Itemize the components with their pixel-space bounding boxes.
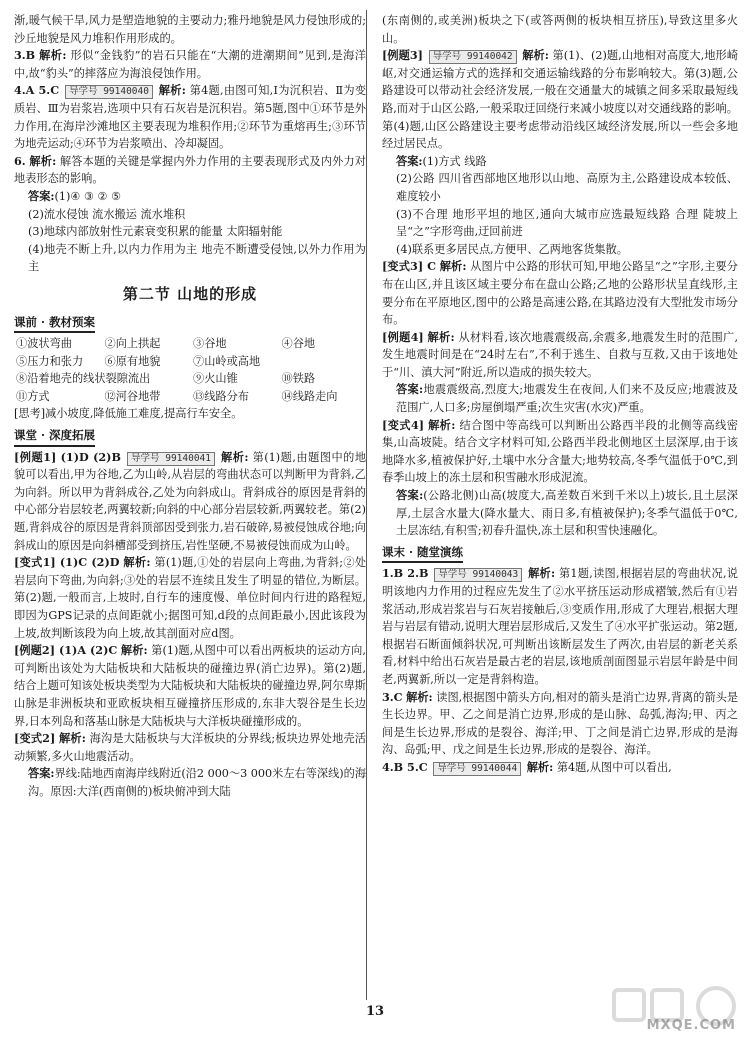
analysis-text: 第4题,从图中可以看出, xyxy=(556,760,672,774)
question-number: 6. xyxy=(14,153,26,168)
analysis-label: 解析: xyxy=(526,759,554,774)
pre-class-answer-item: ②向上拱起 xyxy=(104,337,161,351)
example-4 xyxy=(382,329,738,382)
answer-q1-2 xyxy=(382,565,738,688)
question-number: 4.B 5.C xyxy=(382,759,428,774)
analysis-text: 第4题,由图可知,Ⅰ为沉积岩、Ⅱ为变质岩、Ⅲ为岩浆岩,选项中只有石灰岩是沉积岩。第5题,图中①环节是外力作用,在海岸沙滩地区主要表现为堆积作用;②环节为重熔再生;③环节为地壳运动;④环节为岩浆喷出、冷却凝固。 xyxy=(14,84,367,151)
answer-line: 地震震级高,烈度大;地震发生在夜间,人们来不及反应;地震波及范围广,人口多;房屋倒塌严重;次生灾害(水灾)严重。 xyxy=(396,383,738,415)
guide-code-tag: 导学号 99140040 xyxy=(65,85,153,99)
analysis-label: 解析: xyxy=(123,555,151,570)
analysis-label: 解析: xyxy=(29,153,57,168)
analysis-label: 解析: xyxy=(406,689,433,704)
analysis-label: 解析: xyxy=(59,731,86,746)
section-title: 第二节 山地的形成 xyxy=(122,284,258,303)
answer-line: (1)④ ③ ② ⑤ xyxy=(54,189,122,203)
pre-class-answer-item: ⑫河谷地带 xyxy=(104,389,161,403)
analysis-label: 解析: xyxy=(39,48,67,63)
pre-class-answer-item: ④谷地 xyxy=(281,337,316,351)
pre-class-answer-item: ⑥原有地貌 xyxy=(104,354,161,368)
pre-class-answer-item: ⑨火山锥 xyxy=(193,372,238,386)
analysis-label: 解析: xyxy=(221,449,249,464)
analysis-text: 读图,根据图中箭头方向,相对的箭头是消亡边界,背离的箭头是生长边界。甲、乙之间是消亡边界,形成的是山脉、岛弧,海沟;甲、丙之间是生长边界,形成的是裂谷、海洋;甲、丁之间是消亡边界,形成的是海沟、岛弧;甲、戊之间是生长边界,形成的是裂谷、海洋。 xyxy=(382,690,739,757)
analysis-text: 形似“金钱豹”的岩石只能在“大潮的进潮期间”见到,是海洋中,故“豹头”的摔落应为海浪侵蚀作用。 xyxy=(14,49,366,80)
answer-block xyxy=(382,153,738,171)
page-number: 13 xyxy=(365,1004,385,1019)
pre-class-answer-item: ①波状弯曲 xyxy=(16,337,72,351)
answer-label: 答案: xyxy=(396,382,424,397)
answer-label: 答案: xyxy=(396,153,423,168)
guide-code-tag: 导学号 99140041 xyxy=(127,452,215,466)
answer-line: 界线:陆地西南海岸线附近(沿2 000～3 000米左右等深线)的海沟。原因:大洋(西南侧的)板块俯冲到大陆 xyxy=(28,767,367,798)
analysis-text: 第(1)题,①处的岩层向上弯曲,为背斜;②处岩层向下弯曲,为向斜;③处的岩层不连续且发生了明显的错位,为断层。第(2)题,一般而言,上坡时,自行车的速度慢、单位时间内行进的路程短,即因为GPS记录的点间距就小;据图可知,d段的点间距最小,因此该段为上坡,故判断该段为向上坡,故其剖面对应d图。 xyxy=(14,556,367,640)
answer-block xyxy=(14,188,366,206)
analysis-text: 从图片中公路的形状可知,甲地公路呈“之”字形,主要分布在山区,并且该区域主要分布在盘山公路;乙地的公路形状呈直线形,主要分布在平原地区,图中的公路是高速公路,在其路边没有大型批发市场分布。 xyxy=(382,260,738,327)
right-column xyxy=(382,12,738,777)
analysis-text: 海沟是大陆板块与大洋板块的分界线;板块边界处地壳活动频繁,多火山地震活动。 xyxy=(14,732,366,763)
answer-q6 xyxy=(14,153,366,188)
analysis-text: 从材料看,该次地震震级高,余震多,地震发生时的范围广,发生地震时间是在“24时左右”,不利于逃生、自救与互救,又由于该地处于“川、滇大河”附近,所以造成的损失较大。 xyxy=(382,330,739,379)
analysis-label: 解析: xyxy=(158,83,186,98)
answer-line: (3)地球内部放射性元素衰变积累的能量 太阳辐射能 xyxy=(28,225,283,239)
pre-class-answer-item: ⑭线路走向 xyxy=(281,389,338,403)
analysis-label: 解析: xyxy=(428,417,456,432)
pre-class-answer-item: ⑩铁路 xyxy=(281,372,316,386)
pre-class-answer-item: ⑤压力和张力 xyxy=(16,354,84,368)
question-number: 3.C xyxy=(382,689,403,704)
example-head: [例题3] xyxy=(382,48,423,63)
left-column xyxy=(14,12,366,801)
pre-class-answers xyxy=(14,335,366,405)
guide-code-tag: 导学号 99140043 xyxy=(434,568,522,582)
think-text: 减小坡度,降低施工难度,提高行车安全。 xyxy=(45,407,243,421)
analysis-label: 解析: xyxy=(522,48,549,63)
answer-line: (4)地壳不断上升,以内力作用为主 地壳不断遭受侵蚀,以外力作用为主 xyxy=(28,242,366,274)
watermark-text: MXQE.COM xyxy=(646,1018,736,1033)
example-head: [例题4] xyxy=(382,329,424,344)
think-line xyxy=(14,405,366,423)
question-number: 4.A 5.C xyxy=(14,83,60,98)
variant-1 xyxy=(14,554,366,642)
analysis-label: 解析: xyxy=(439,259,467,274)
answer-line: (2)流水侵蚀 流水搬运 流水堆积 xyxy=(28,207,186,221)
analysis-text: 结合图中等高线可以判断出公路西半段的北侧等高线密集,山高坡陡。结合文字材料可知,公路西半段北侧地区土层深厚,由于该地降水多,植被保护好,土壤中水分含量大;地势较高,冬季气温低于0℃,到春季山坡上的冻土层和积雪融水形成泥流。 xyxy=(382,418,738,485)
example-2 xyxy=(14,642,366,730)
analysis-text: 第1题,读图,根据岩层的弯曲状况,说明该地内力作用的过程应先发生了②水平挤压运动形成褶皱,然后有①岩浆活动,形成岩浆岩与石灰岩接触后,③变质作用,形成了大理岩,根据大理岩与岩层有错动,说明大理岩层形成后,又发生了④水平扩张运动。第2题,根据岩石断面倾斜状况,可判断出该断层发生了两次,由岩层的新老关系看,材料中给出石灰岩是最古老的岩层,该地质剖面图显示岩层年龄是中间老,两翼新,所以一定是背斜构造。 xyxy=(382,567,738,686)
analysis-text: 第(1)题,从图中可以看出两板块的运动方向,可判断出该处为大陆板块和大陆板块的碰撞边界(消亡边界)。第(2)题,结合上题可知该处板块类型为大陆板块和大陆板块的碰撞边界,阿尔卑斯山脉是非洲板块和亚欧板块相互碰撞挤压形成的,东非大裂谷是生长边界,日本列岛和落基山脉是大陆板块与大洋板块碰撞形成的。 xyxy=(14,644,366,728)
answer-line: (2)公路 四川省西部地区地形以山地、高原为主,公路建设成本较低、难度较小 xyxy=(396,172,738,203)
variant-head: [变式2] xyxy=(14,731,56,746)
analysis-text: 第(1)题,由题图中的地貌可以看出,甲为谷地,乙为山岭,从岩层的弯曲状态可以判断甲为背斜,乙为向斜。所以甲为背斜成谷,乙处为向斜成山。背斜成谷的原因是背斜的中心部分岩层较老,两翼较新;向斜的中心部分岩层较新,两翼较老。第(2)题,背斜成谷的原因是背斜顶部因受到张力,岩石破碎,易被侵蚀成谷地;向斜成山的原因是向斜槽部受到挤压,岩性坚硬,不易被侵蚀而成为山岭。 xyxy=(14,450,367,552)
analysis-text: 第(1)、(2)题,山地相对高度大,地形崎岖,对交通运输方式的选择和交通运输线路的分布影响较大。第(3)题,公路建设可以带动社会经济发展,一般在交通量大的城镇之间多采取最短线路,而对于山区公路,一般采取迂回绕行来减小坡度以对交通线路的影响。第(4)题,山区公路建设主要考虑带动沿线区域经济发展,所以一些会多地经过居民点。 xyxy=(382,49,739,151)
answer-block xyxy=(382,381,738,416)
variant-3 xyxy=(382,258,738,328)
pre-class-answer-item: ⑬线路分布 xyxy=(193,389,249,403)
analysis-label: 解析: xyxy=(427,329,455,344)
question-number: 3.B xyxy=(14,48,36,63)
analysis-text: 解答本题的关键是掌握内外力作用的主要表现形式及内外力对地表形态的影响。 xyxy=(14,154,366,186)
answer-line: (1)方式 线路 xyxy=(422,154,487,168)
variant-2 xyxy=(14,730,366,765)
example-head: [例题2] (1)A (2)C xyxy=(14,643,118,658)
question-number: 1.B 2.B xyxy=(382,566,429,581)
pre-class-answer-item: ⑦山岭或高地 xyxy=(193,354,261,368)
analysis-label: 解析: xyxy=(120,643,148,658)
variant-4 xyxy=(382,417,738,487)
think-label: [思考] xyxy=(14,407,46,421)
answer-label: 答案: xyxy=(396,488,424,503)
pre-class-answer-item: ⑪方式 xyxy=(16,389,50,403)
answer-line: (4)联系更多居民点,方便甲、乙两地客货集散。 xyxy=(396,242,628,256)
answer-q3 xyxy=(14,47,366,82)
answer-block xyxy=(14,765,366,800)
example-1 xyxy=(14,449,366,555)
answer-text: (东南侧的,或美洲)板块之下(或答两侧的板块相互挤压),导致这里多火山。 xyxy=(382,14,738,45)
variant-head: [变式4] xyxy=(382,417,425,432)
variant-head: [变式3] C xyxy=(382,259,437,274)
answer-text: 渐,暖气候干旱,风力是塑造地貌的主要动力;雅丹地貌是风力侵蚀形成的;沙丘地貌是风力堆积作用形成的。 xyxy=(14,14,366,45)
guide-code-tag: 导学号 99140042 xyxy=(429,50,517,64)
answer-label: 答案: xyxy=(28,766,55,781)
answer-q4-5 xyxy=(382,759,738,777)
pre-class-answer-item: ③谷地 xyxy=(193,337,227,351)
subsection-after-class: 课末 · 随堂演练 xyxy=(382,544,463,564)
pre-class-answer-item: ⑧沿着地壳的线状裂隙流出 xyxy=(16,372,151,386)
answer-q4-5 xyxy=(14,82,366,152)
subsection-pre-class: 课前 · 教材预案 xyxy=(14,314,95,334)
answer-label: 答案: xyxy=(28,188,55,203)
answer-block xyxy=(382,487,738,540)
answer-q3 xyxy=(382,689,738,759)
analysis-label: 解析: xyxy=(528,566,556,581)
guide-code-tag: 导学号 99140044 xyxy=(433,762,521,776)
subsection-in-class: 课堂 · 深度拓展 xyxy=(14,427,95,447)
example-head: [例题1] (1)D (2)B xyxy=(14,449,121,464)
answer-line: (公路北侧)山高(坡度大,高差数百米到千米以上)坡长,且土层深厚,土层含水量大(降水量大、雨日多,有植被保护);冬季气温低于0℃,土层冻结,有积雪;初春升温快,冻土层和积雪快速融化。 xyxy=(396,489,738,538)
variant-head: [变式1] (1)C (2)D xyxy=(14,555,120,570)
example-3 xyxy=(382,47,738,153)
answer-line: (3)不合理 地形平坦的地区,通向大城市应选最短线路 合理 陡坡上呈“之”字形弯曲,迂回前进 xyxy=(396,207,738,239)
column-divider xyxy=(366,10,367,1000)
